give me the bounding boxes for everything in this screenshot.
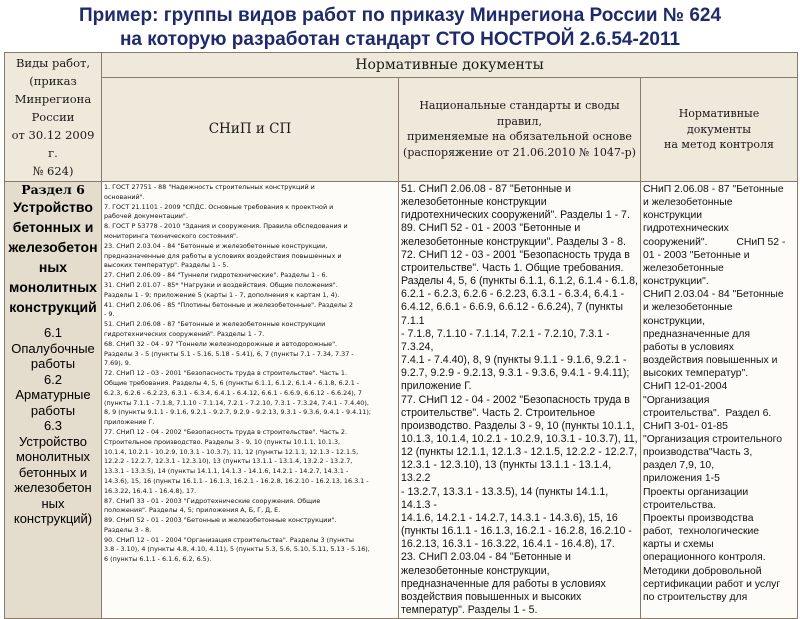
header-national-standards xyxy=(399,77,641,181)
text-line: 90. СНиП 12 - 01 - 2004 "Организация строительства". Разделы 3 (пункты xyxy=(104,535,354,544)
text-line: 51. СНиП 2.06.08 - 87 "Бетонные и железобетонные конструкции xyxy=(104,320,326,329)
text-line: Нормативные xyxy=(678,107,760,121)
text-line: 68. СНиП 32 - 04 - 97 "Тоннели железнодорожные и автодорожные". xyxy=(104,339,338,348)
text-line: оснований". xyxy=(104,192,145,201)
text-line: 3.8 - 3.10), 4 (пункты 4.8, 4.10, 4.11), 5 (пункты 5.3, 5.6, 5.10, 5.11, 5.13 - 5.16), xyxy=(104,545,370,554)
national-standards-cell xyxy=(399,182,641,619)
text-line: приложение Г. xyxy=(104,418,155,427)
title-line-1: Пример: группы видов работ по приказу Минрегиона России № 624 xyxy=(78,5,722,26)
text-line: СНиП 3-01- 01-85 xyxy=(643,420,728,432)
text-line: 89. СНиП 52 - 01 - 2003 "Бетонные и xyxy=(401,222,581,235)
section-name xyxy=(7,197,99,317)
header-national-standards-text xyxy=(401,98,638,160)
text-line: положения". Разделы 4, 5; приложения А, Б, Г, Д, Е. xyxy=(104,506,281,515)
text-line: Общие требования. Разделы 4, 5, 6 (пункты 6.1.1, 6.1.2, 6.1.4 - 6.1.8, 6.2.1 - xyxy=(104,378,360,387)
text-line: от 30.12 2009 г. xyxy=(11,128,99,160)
text-line: Разделы 4, 5, 6 (пункты 6.1.1, 6.1.2, 6.1.4 - 6.1.8, xyxy=(401,275,638,288)
text-line: 6.3 xyxy=(43,418,63,433)
text-line: предназначенные для xyxy=(643,328,751,340)
text-line: Устройство xyxy=(13,199,93,215)
text-line: 6.2.3, 6.2.6 - 6.2.23, 6.3.1 - 6.3.4, 6.4.1 - 6.4.12, 6.6.1 - 6.6.9, 6.6.12 - 6.6.24), 7 xyxy=(104,388,362,397)
text-line: сооружений". СНиП 52 - xyxy=(643,236,786,248)
text-line: раздел 7,9, 10, xyxy=(643,460,715,472)
header-work-types-text xyxy=(7,54,99,180)
text-line: железобетонные конструкции, xyxy=(401,564,550,577)
text-line: Разделы 3 - 5 (пункты 5.1 - 5.16, 5.18 - 5.41), 6, 7 (пункты 7.1 - 7.34, 7.37 - xyxy=(104,349,354,358)
text-line: 12 (пункты 12.1.1, 12.1.3 - 12.1.5, 12.2.2 - 12.2.7, xyxy=(401,446,638,459)
text-line: гидротехнических сооружений". Разделы 1 - 7. xyxy=(104,329,265,338)
text-line: работы xyxy=(30,356,76,371)
section-subsections xyxy=(7,325,99,527)
text-line: 1. ГОСТ 27751 - 88 "Надежность строительных конструкций и xyxy=(104,183,315,191)
text-line: (пункты 7.1.1 - 7.1.8, 7.1.10 - 7.1.14, 7.2.1 - 7.2.10, 7.3.1 - 7.3.24, 7.4.1 - 7.4.40), xyxy=(104,398,369,407)
text-line: железобетон xyxy=(14,480,92,495)
text-line: конструкции, xyxy=(643,315,705,327)
text-line: 12.2.2 - 12.2.7, 12.3.1 - 12.3.10), 13 (пункты 13.1.1 - 13.1.4, 13.2.2 - 13.2.7, xyxy=(104,457,353,466)
text-line: работ, технологические xyxy=(643,526,760,538)
text-line: воздействия повышенных и высоких xyxy=(401,590,582,603)
text-line: - 9. xyxy=(104,310,115,319)
normative-table xyxy=(4,52,798,619)
text-line: СНиП 2.03.04 - 84 "Бетонные xyxy=(643,289,784,301)
text-line: 7.4.1 - 7.4.40), 8, 9 (пункты 9.1.1 - 9.1.6, 9.2.1 - xyxy=(401,354,627,367)
text-line: приложения 1-5 xyxy=(643,473,720,485)
text-line: Виды работ, xyxy=(15,56,91,70)
header-control-methods xyxy=(641,77,798,181)
text-line: Разделы 3 - 8. xyxy=(104,525,152,534)
text-line: монолитных xyxy=(9,279,97,295)
text-line: России xyxy=(31,110,75,124)
text-line: Минрегиона xyxy=(14,92,92,106)
text-line: Устройство xyxy=(18,433,87,449)
text-line: высоких температур". Разделы 1 - 5. xyxy=(104,261,229,270)
header-snip-sp: СНиП и СП xyxy=(102,77,399,181)
text-line: 23. СНиП 2.03.04 - 84 "Бетонные и железобетонные конструкции, xyxy=(104,241,328,250)
text-line: документы xyxy=(687,122,751,136)
text-line: железобетонные xyxy=(643,262,724,274)
text-line: воздействия повышенных и xyxy=(643,355,778,367)
text-line: 10.1.4, 10.2.1 - 10.2.9, 10.3.1 - 10.3.7), 11, 12 (пункты 12.1.1, 12.1.3 - 12.1.5, xyxy=(104,447,359,456)
text-line: строительства". Раздел 6. xyxy=(643,407,772,419)
text-line: работы xyxy=(30,402,76,418)
text-line: конструкций) xyxy=(13,511,93,526)
national-standards-list xyxy=(401,183,638,617)
text-line: рабочей документации". xyxy=(104,212,188,221)
text-line: производство. Разделы 3 - 9, 10 (пункты 10.1.1, xyxy=(401,419,635,432)
text-line: предназначенные для работы в условиях xyxy=(401,577,606,590)
control-methods-list xyxy=(643,183,795,604)
text-line: предназначенные для работы в условиях воздействия повышенных и xyxy=(104,251,342,260)
text-line: 8. ГОСТ Р 53778 - 2010 "Здания и сооружения. Правила обследования и xyxy=(104,222,348,231)
text-line: 72. СНиП 12 - 03 - 2001 "Безопасность труда в xyxy=(401,248,630,261)
text-line: "Организация строительного xyxy=(643,433,782,445)
header-work-types xyxy=(5,53,102,182)
text-line: Разделы 1 - 9; приложение 5 (карты 1 - 7, дополнения к картам 1, 4). xyxy=(104,290,340,299)
text-line: бетонных и xyxy=(18,464,88,480)
text-line: конструкций xyxy=(9,299,97,315)
text-line: 77. СНиП 12 - 04 - 2002 "Безопасность труда в xyxy=(401,393,630,406)
text-line: высоких температур". xyxy=(643,368,749,380)
text-line: Проекты организации xyxy=(643,486,749,498)
text-line: 72. СНиП 12 - 03 - 2001 "Безопасность труда в строительстве". Часть 1. xyxy=(104,369,347,378)
text-line: 77. СНиП 12 - 04 - 2002 "Безопасность труда в строительстве". Часть 2. xyxy=(104,427,347,436)
snip-sp-list xyxy=(104,183,396,565)
text-line: железобетонные конструкции xyxy=(401,196,547,209)
section-title: Раздел 6 xyxy=(21,182,85,197)
text-line: 16.3.22, 16.4.1 - 16.4.8), 17. xyxy=(104,486,197,495)
text-line: - 7.1.8, 7.1.10 - 7.1.14, 7.2.1 - 7.2.10, 7.3.1 - 7.3.24, xyxy=(401,327,613,353)
text-line: 6.1 xyxy=(43,325,63,340)
text-line: приложение Г. xyxy=(401,380,472,393)
text-line: (распоряжение от 21.06.2010 № 1047-р) xyxy=(403,145,636,159)
title-line-2: на которую разработан стандарт СТО НОСТРОЙ 2.6.54-2011 xyxy=(119,29,681,50)
text-line: 8, 9 (пункты 9.1.1 - 9.1.6, 9.2.1 - 9.2.7, 9.2.9 - 9.2.13, 9.3.1 - 9.3.6, 9.4.1 - 9.4.11); xyxy=(104,408,371,417)
text-line: 10.1.3, 10.1.4, 10.2.1 - 10.2.9, 10.3.1 - 10.3.7), 11, xyxy=(401,432,638,445)
text-line: производства"Часть 3, xyxy=(643,447,753,459)
text-line: 14.1.6, 14.2.1 - 14.2.7, 14.3.1 - 14.3.6), 15, 16 xyxy=(401,511,618,524)
text-line: 12.3.1 - 12.3.10), 13 (пункты 13.1.1 - 13.1.4, 13.2.2 xyxy=(401,459,615,485)
text-line: (пункты 16.1.1 - 16.1.3, 16.2.1 - 16.2.8, 16.2.10 - xyxy=(401,525,632,538)
text-line: 6.2 xyxy=(43,371,63,387)
text-line: гидротехнических сооружений". Разделы 1 - 7. xyxy=(401,209,630,222)
text-line: конструкции xyxy=(643,210,703,222)
text-line: работы в условиях xyxy=(643,341,734,353)
text-line: 6.4.12, 6.6.1 - 6.6.9, 6.6.12 - 6.6.24), 7 (пункты 7.1.1 xyxy=(401,301,626,327)
text-line: 6.2.1 - 6.2.3, 6.2.6 - 6.2.23, 6.3.1 - 6.3.4, 6.4.1 - xyxy=(401,288,625,301)
text-line: - 13.2.7, 13.3.1 - 13.3.5), 14 (пункты 14.1.1, 14.1.3 - xyxy=(401,485,612,511)
text-line: № 624) xyxy=(32,164,74,178)
text-line: 9.2.7, 9.2.9 - 9.2.13, 9.3.1 - 9.3.6, 9.4.1 - 9.4.11); xyxy=(401,367,630,380)
text-line: карты и схемы xyxy=(643,539,714,551)
text-line: 14.3.6), 15, 16 (пункты 16.1.1 - 16.1.3, 16.2.1 - 16.2.8, 16.2.10 - 16.2.13, 16.3.1 - xyxy=(104,476,369,485)
text-line: железобетонные конструкции". Разделы 3 - 8. xyxy=(401,235,626,248)
text-line: мониторинга технического состояния". xyxy=(104,231,239,240)
text-line: Национальные стандарты и своды xyxy=(419,99,620,113)
text-line: правил, xyxy=(497,114,542,128)
text-line: 6 (пункты 6.1.1 - 6.1.6, 6.2, 6.5). xyxy=(104,555,212,564)
text-line: 16.2.13, 16.3.1 - 16.3.22, 16.4.1 - 16.4.8), 17. xyxy=(401,538,615,551)
text-line: 41. СНиП 2.06.06 - 85 "Плотины бетонные и железобетонные". Разделы 2 xyxy=(104,300,353,309)
control-methods-cell xyxy=(641,182,798,619)
text-line: бетонных и xyxy=(12,219,94,235)
text-line: 23. СНиП 2.03.04 - 84 "Бетонные и xyxy=(401,551,571,564)
text-line: Методики добровольной xyxy=(643,565,762,577)
text-line: операционного контроля. xyxy=(643,552,766,564)
text-line: температур". Разделы 1 - 5. xyxy=(401,604,538,616)
text-line: железобетон xyxy=(8,239,98,255)
text-line: ных xyxy=(41,495,65,511)
section-cell xyxy=(5,182,102,619)
text-line: "Организация xyxy=(643,394,710,406)
text-line: 7.69), 9. xyxy=(104,359,131,368)
text-line: ных xyxy=(38,259,68,275)
text-line: Арматурные xyxy=(15,387,91,402)
header-normative-docs: Нормативные документы xyxy=(102,53,798,78)
text-line: СНиП 12-01-2004 xyxy=(643,381,728,393)
text-line: на метод контроля xyxy=(664,138,774,152)
slide-title xyxy=(0,4,800,52)
text-line: и железобетонные xyxy=(643,197,733,209)
header-control-methods-text xyxy=(643,106,795,153)
text-line: 89. СНиП 52 - 01 - 2003 "Бетонные и железобетонные конструкции". xyxy=(104,516,337,525)
text-line: 31. СНиП 2.01.07 - 85* "Нагрузки и воздействия. Общие положения". xyxy=(104,280,338,289)
text-line: 87. СНиП 33 - 01 - 2003 "Гидротехнические сооружения. Общие xyxy=(104,496,321,505)
text-line: строительстве". Часть 2. Строительное xyxy=(401,406,596,419)
text-line: и железобетонные xyxy=(643,302,733,314)
text-line: гидротехнических xyxy=(643,223,729,235)
text-line: Опалубочные xyxy=(11,340,95,356)
text-line: 7. ГОСТ 21.1101 - 2009 "СПДС. Основные требования к проектной и xyxy=(104,202,334,211)
text-line: 01 - 2003 "Бетонные и xyxy=(643,249,750,261)
text-line: 13.3.1 - 13.3.5), 14 (пункты 14.1.1, 14.1.3 - 14.1.6, 14.2.1 - 14.2.7, 14.3.1 - xyxy=(104,467,349,476)
text-line: СНиП 2.06.08 - 87 "Бетонные xyxy=(643,184,784,195)
text-line: по строительству для xyxy=(643,591,748,603)
text-line: (приказ xyxy=(29,74,77,88)
text-line: Проекты производства xyxy=(643,512,754,524)
text-line: применяемые на обязательной основе xyxy=(407,130,632,144)
text-line: 27. СНиП 2.06.09 - 84 "Туннели гидротехнические". Разделы 1 - 6. xyxy=(104,271,328,280)
snip-sp-cell xyxy=(102,182,399,619)
text-line: конструкции". xyxy=(643,276,709,288)
text-line: монолитных xyxy=(15,449,91,464)
text-line: строительства. xyxy=(643,499,716,511)
text-line: строительстве". Часть 1. Общие требования. xyxy=(401,261,624,274)
text-line: 51. СНиП 2.06.08 - 87 "Бетонные и xyxy=(401,183,571,195)
text-line: Строительное производство. Разделы 3 - 9, 10 (пункты 10.1.1, 10.1.3, xyxy=(104,437,341,446)
text-line: сертификации работ и услуг xyxy=(643,578,781,590)
